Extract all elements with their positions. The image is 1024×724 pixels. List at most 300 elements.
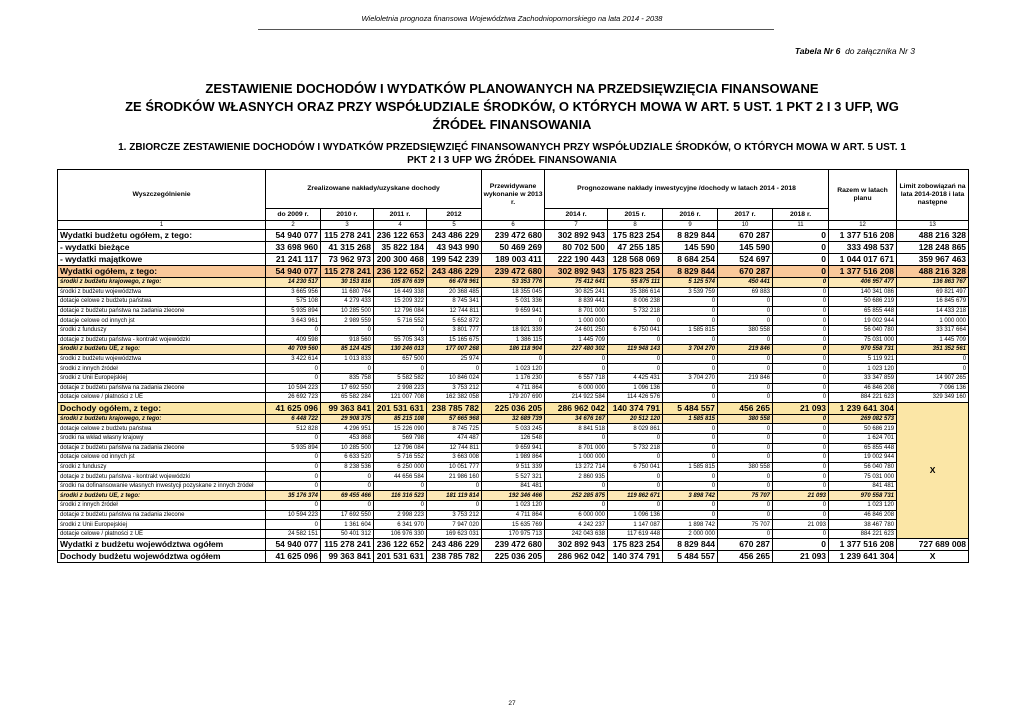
table-row [58,529,969,539]
table-cell: 8 745 725 [427,424,482,434]
table-cell: 1 239 641 304 [829,551,897,563]
column-header-year: do 2009 r. [266,209,321,221]
table-cell: 727 689 008 [897,539,969,551]
table-cell: 214 922 584 [545,393,608,403]
table-cell: 19 002 944 [829,453,897,463]
row-label: - wydatki bieżące [58,242,266,254]
table-cell: 406 957 477 [829,278,897,288]
table-cell: 14 230 517 [266,278,321,288]
table-cell: 8 684 254 [663,254,718,266]
table-cell: 456 265 [718,402,773,414]
table-cell: 11 680 764 [321,287,374,297]
table-cell: 1 096 136 [608,383,663,393]
table-cell: 6 000 000 [545,383,608,393]
row-label: Wydatki z budżetu województwa ogółem [58,539,266,551]
column-header-year: 2015 r. [608,209,663,221]
table-cell: 1 377 516 208 [829,266,897,278]
table-cell: 970 558 731 [829,491,897,501]
table-cell: 17 692 550 [321,383,374,393]
table-cell: 201 531 631 [374,551,427,563]
table-cell: 0 [266,325,321,335]
table-cell: 119 948 143 [608,345,663,355]
table-cell: 243 486 229 [427,539,482,551]
table-cell: X [897,551,969,563]
table-cell: 1 023 120 [482,364,545,374]
table-cell: 15 165 675 [427,335,482,345]
table-cell: 33 317 664 [897,325,969,335]
table-cell: 0 [718,383,773,393]
table-cell: 1 377 516 208 [829,230,897,242]
table-cell: 0 [266,520,321,530]
table-row [58,472,969,482]
table-cell: 10 594 223 [266,510,321,520]
table-cell: 1 989 864 [482,453,545,463]
table-cell: 75 031 000 [829,335,897,345]
table-cell: 16 845 679 [897,297,969,307]
table-cell: 3 801 777 [427,325,482,335]
table-cell: 33 698 960 [266,242,321,254]
table-cell: 0 [374,481,427,491]
row-label: - wydatki majątkowe [58,254,266,266]
column-header-year: 2014 r. [545,209,608,221]
table-cell: 0 [718,481,773,491]
table-cell: 54 940 077 [266,266,321,278]
table-cell: 269 082 573 [829,414,897,424]
table-cell: 0 [718,510,773,520]
table-cell: 0 [663,433,718,443]
table-cell: 1 023 120 [829,501,897,511]
table-cell: 0 [545,354,608,364]
table-cell: 140 374 791 [608,551,663,563]
table-cell: 6 000 000 [545,510,608,520]
table-cell: 0 [773,364,829,374]
table-cell: 918 560 [321,335,374,345]
table-cell: 6 750 041 [608,325,663,335]
table-cell: 105 876 639 [374,278,427,288]
table-cell: 3 753 212 [427,510,482,520]
table-cell: 43 943 990 [427,242,482,254]
table-cell: 0 [545,501,608,511]
table-cell: 8 829 844 [663,539,718,551]
table-cell: 1 585 815 [663,325,718,335]
table-cell: 0 [773,306,829,316]
table-cell: 14 433 218 [897,306,969,316]
table-cell: 50 686 219 [829,424,897,434]
table-cell: 4 711 864 [482,383,545,393]
table-cell: 3 704 270 [663,345,718,355]
table-cell: 4 279 433 [321,297,374,307]
table-cell: 3 422 614 [266,354,321,364]
column-number: 2 [266,221,321,230]
row-label: środki na wkład własny krajowy [58,433,266,443]
table-cell: 236 122 652 [374,266,427,278]
table-cell: 199 542 239 [427,254,482,266]
table-cell: 0 [663,364,718,374]
table-cell: 33 347 859 [829,373,897,383]
table-cell: 69 883 [718,287,773,297]
table-cell: 1 023 120 [829,364,897,374]
table-cell: 4 296 951 [321,424,374,434]
column-header-limit: Limit zobowiązań na lata 2014-2018 i lata następne [897,170,969,221]
column-number: 12 [829,221,897,230]
table-cell: 179 207 690 [482,393,545,403]
table-cell: 201 531 631 [374,402,427,414]
row-label: dotacje celowe / płatności z UE [58,393,266,403]
table-row [58,266,969,278]
table-cell: 0 [663,393,718,403]
table-cell: 2 989 559 [321,316,374,326]
table-cell: 0 [608,472,663,482]
table-cell: 66 478 961 [427,278,482,288]
table-row [58,501,969,511]
table-cell: 140 341 086 [829,287,897,297]
table-cell: 0 [718,453,773,463]
table-cell: 65 582 284 [321,393,374,403]
table-cell: 1 147 087 [608,520,663,530]
table-cell: 7 947 020 [427,520,482,530]
table-cell: 19 002 944 [829,316,897,326]
table-cell: 0 [718,529,773,539]
table-cell: 75 707 [718,491,773,501]
row-label: środki z Unii Europejskiej [58,373,266,383]
table-cell: 0 [773,501,829,511]
table-cell: 69 821 497 [897,287,969,297]
table-cell: 0 [266,472,321,482]
table-cell: 0 [773,443,829,453]
table-row [58,520,969,530]
table-cell: 0 [773,453,829,463]
table-cell: 0 [773,230,829,242]
table-cell: 0 [773,354,829,364]
document-header: Wieloletnia prognoza finansowa Województwa Zachodniopomorskiego na lata 2014 - 2038 [361,14,663,23]
column-header-year: 2016 r. [663,209,718,221]
row-label: dotacje celowe od innych jst [58,453,266,463]
table-cell: 181 119 814 [427,491,482,501]
table-cell: 6 633 520 [321,453,374,463]
subtitle-line: 1. ZBIORCZE ZESTAWIENIE DOCHODÓW I WYDATKÓW PRZEDSIĘWZIĘĆ FINANSOWANYCH PRZY WSPÓŁUDZIALE ŚRODKÓW, O KTÓRYCH MOWA W ART. 5 UST. 1 [118,142,906,153]
table-cell: 670 287 [718,266,773,278]
table-cell: 5 484 557 [663,551,718,563]
table-cell: 2 860 935 [545,472,608,482]
table-cell: 0 [608,316,663,326]
table-cell: 0 [663,335,718,345]
column-header-year: 2011 r. [374,209,427,221]
table-cell: 1 624 701 [829,433,897,443]
table-cell: 3 643 961 [266,316,321,326]
table-cell: 5 732 218 [608,443,663,453]
table-cell: 0 [321,472,374,482]
table-cell: 200 300 468 [374,254,427,266]
table-cell: 41 315 268 [321,242,374,254]
table-cell: 1 585 815 [663,414,718,424]
table-cell: 227 480 302 [545,345,608,355]
table-row [58,345,969,355]
table-cell: 0 [321,364,374,374]
table-cell: 0 [374,364,427,374]
table-cell: 75 031 000 [829,472,897,482]
table-cell: 24 582 151 [266,529,321,539]
table-cell: 126 548 [482,433,545,443]
table-cell: 186 118 904 [482,345,545,355]
table-row [58,481,969,491]
table-cell: 5 527 321 [482,472,545,482]
table-row [58,373,969,383]
table-row [58,383,969,393]
column-header-year: 2012 [427,209,482,221]
table-cell: 0 [663,472,718,482]
row-label: dotacje z budżetu państwa na zadania zlecone [58,306,266,316]
table-cell: 0 [608,364,663,374]
table-cell: 380 558 [718,325,773,335]
table-cell: 169 623 031 [427,529,482,539]
table-cell: 30 825 241 [545,287,608,297]
row-label: Dochody ogółem, z tego: [58,402,266,414]
table-cell: 85 215 108 [374,414,427,424]
table-cell: 1 239 641 304 [829,402,897,414]
table-cell: 333 498 537 [829,242,897,254]
table-cell: 15 635 769 [482,520,545,530]
table-row [58,354,969,364]
table-cell: 10 051 777 [427,462,482,472]
table-cell: 0 [427,481,482,491]
table-cell: 1 013 833 [321,354,374,364]
table-cell: 219 846 [718,373,773,383]
row-label: dotacje z budżetu państwa na zadania zlecone [58,383,266,393]
table-cell: 0 [718,433,773,443]
table-cell: 0 [321,481,374,491]
table-cell: 21 986 160 [427,472,482,482]
table-cell: 20 368 485 [427,287,482,297]
table-row [58,306,969,316]
column-number: 10 [718,221,773,230]
table-cell: 0 [608,433,663,443]
table-cell: 0 [663,453,718,463]
table-cell: 225 036 205 [482,402,545,414]
table-cell: 286 962 042 [545,402,608,414]
column-number: 7 [545,221,608,230]
column-header-item: Wyszczególnienie [58,170,266,221]
table-cell: 5 031 336 [482,297,545,307]
table-cell: 0 [545,481,608,491]
table-cell: 970 558 731 [829,345,897,355]
table-cell: 1 176 230 [482,373,545,383]
table-cell: 10 594 223 [266,383,321,393]
table-cell: 14 907 265 [897,373,969,383]
table-cell: 0 [663,510,718,520]
table-row [58,297,969,307]
table-cell: 0 [482,316,545,326]
table-row [58,254,969,266]
table-cell: 50 686 219 [829,297,897,307]
row-label: dotacje celowe od innych jst [58,316,266,326]
table-cell: 0 [718,501,773,511]
table-cell: 1 000 000 [545,316,608,326]
table-cell: 21 093 [773,520,829,530]
row-label: Dochody budżetu województwa ogółem [58,551,266,563]
table-cell: 30 153 816 [321,278,374,288]
table-cell: 0 [663,354,718,364]
table-cell: 0 [608,481,663,491]
table-cell: 0 [773,462,829,472]
table-cell: 1 000 000 [897,316,969,326]
table-cell: 175 823 254 [608,539,663,551]
table-cell: 380 558 [718,462,773,472]
table-cell: 0 [266,453,321,463]
table-cell: 8 829 844 [663,266,718,278]
table-cell: 0 [773,254,829,266]
table-cell: 0 [773,393,829,403]
table-cell: 5 732 218 [608,306,663,316]
table-cell: 239 472 680 [482,230,545,242]
table-cell: 0 [897,354,969,364]
table-cell: 16 449 338 [374,287,427,297]
table-row [58,462,969,472]
table-cell: 302 892 943 [545,230,608,242]
table-cell: 106 976 330 [374,529,427,539]
row-label: środki z budżetu krajowego, z tego: [58,278,266,288]
table-cell: 15 209 322 [374,297,427,307]
table-cell: 380 558 [718,414,773,424]
table-cell: 0 [663,481,718,491]
table-row [58,287,969,297]
table-cell: 0 [773,481,829,491]
table-cell: 75 412 641 [545,278,608,288]
table-cell: 3 663 008 [427,453,482,463]
table-row [58,443,969,453]
table-cell: 409 598 [266,335,321,345]
table-cell: 0 [608,335,663,345]
table-cell: 0 [773,383,829,393]
table-cell: 4 425 431 [608,373,663,383]
table-cell: 189 003 411 [482,254,545,266]
table-cell: 0 [321,501,374,511]
page-title [60,80,964,134]
table-cell: 1 386 115 [482,335,545,345]
table-cell: 488 216 328 [897,230,969,242]
table-cell: 0 [773,287,829,297]
table-cell: 0 [773,510,829,520]
table-cell: 12 744 811 [427,443,482,453]
table-cell: 162 382 058 [427,393,482,403]
table-cell: 0 [718,316,773,326]
table-cell: 8 745 341 [427,297,482,307]
table-row [58,335,969,345]
table-cell: 50 469 269 [482,242,545,254]
title-line: ZESTAWIENIE DOCHODÓW I WYDATKÓW PLANOWANYCH NA PRZEDSIĘWZIĘCIA FINANSOWANE [205,81,819,96]
table-cell: 1 023 120 [482,501,545,511]
table-cell: 0 [773,242,829,254]
table-cell: 40 709 560 [266,345,321,355]
row-label: środki z innych źródeł [58,501,266,511]
column-header-year: 2018 r. [773,209,829,221]
table-cell: 1 445 709 [545,335,608,345]
table-cell: 7 096 136 [897,383,969,393]
table-cell: 12 744 811 [427,306,482,316]
table-cell: 453 868 [321,433,374,443]
table-cell: 0 [663,443,718,453]
table-cell: 0 [773,316,829,326]
table-cell: 5 716 552 [374,316,427,326]
table-cell: 1 000 000 [545,453,608,463]
table-cell: 41 625 096 [266,551,321,563]
table-cell: 222 190 443 [545,254,608,266]
table-cell: 0 [266,462,321,472]
table-cell: 10 846 024 [427,373,482,383]
table-cell: 242 043 638 [545,529,608,539]
table-cell: 119 862 671 [608,491,663,501]
table-cell: 0 [773,529,829,539]
table-cell: 55 705 343 [374,335,427,345]
table-cell: 145 590 [718,242,773,254]
column-header-realized: Zrealizowane nakłady/uzyskane dochody [266,170,482,209]
limit-not-applicable: X [897,402,969,539]
table-cell: 0 [608,501,663,511]
table-cell: 5 716 552 [374,453,427,463]
table-cell: 243 486 229 [427,266,482,278]
row-label: dotacje celowe z budżetu państwa [58,424,266,434]
table-cell: 238 785 782 [427,402,482,414]
table-cell: 5 935 894 [266,306,321,316]
table-cell: 50 401 312 [321,529,374,539]
table-row [58,230,969,242]
table-cell: 575 108 [266,297,321,307]
table-cell: 136 863 767 [897,278,969,288]
column-header-total: Razem w latach planu [829,170,897,221]
table-cell: 359 967 463 [897,254,969,266]
table-cell: 128 248 865 [897,242,969,254]
column-number: 9 [663,221,718,230]
table-cell: 1 898 742 [663,520,718,530]
table-cell: 121 007 708 [374,393,427,403]
table-cell: 225 036 205 [482,551,545,563]
table-cell: 3 665 956 [266,287,321,297]
table-cell: 238 785 782 [427,551,482,563]
table-cell: 1 096 136 [608,510,663,520]
table-cell: 5 582 582 [374,373,427,383]
table-cell: 32 689 739 [482,414,545,424]
table-cell: 4 242 237 [545,520,608,530]
table-cell: 219 846 [718,345,773,355]
column-number: 1 [58,221,266,230]
table-cell: 5 652 872 [427,316,482,326]
table-cell: 12 796 084 [374,443,427,453]
table-cell: 0 [718,393,773,403]
column-number: 8 [608,221,663,230]
table-cell: 35 176 374 [266,491,321,501]
column-header-year: 2017 r. [718,209,773,221]
table-cell: 115 278 241 [321,230,374,242]
table-cell: 24 601 250 [545,325,608,335]
table-cell: 46 846 208 [829,510,897,520]
table-cell: 130 246 013 [374,345,427,355]
table-cell: 0 [374,501,427,511]
table-cell: 252 285 875 [545,491,608,501]
table-cell: 170 975 713 [482,529,545,539]
table-cell: 1 044 017 671 [829,254,897,266]
table-cell: 3 539 759 [663,287,718,297]
table-cell: 8 839 441 [545,297,608,307]
table-cell: 35 386 614 [608,287,663,297]
table-cell: 1 361 604 [321,520,374,530]
table-cell: 884 221 623 [829,529,897,539]
table-cell: 8 238 536 [321,462,374,472]
row-label: środki z innych źródeł [58,364,266,374]
table-cell: 6 750 041 [608,462,663,472]
table-cell: 1 585 815 [663,462,718,472]
row-label: środki z budżetu UE, z tego: [58,491,266,501]
table-cell: 18 355 045 [482,287,545,297]
table-cell: 835 758 [321,373,374,383]
